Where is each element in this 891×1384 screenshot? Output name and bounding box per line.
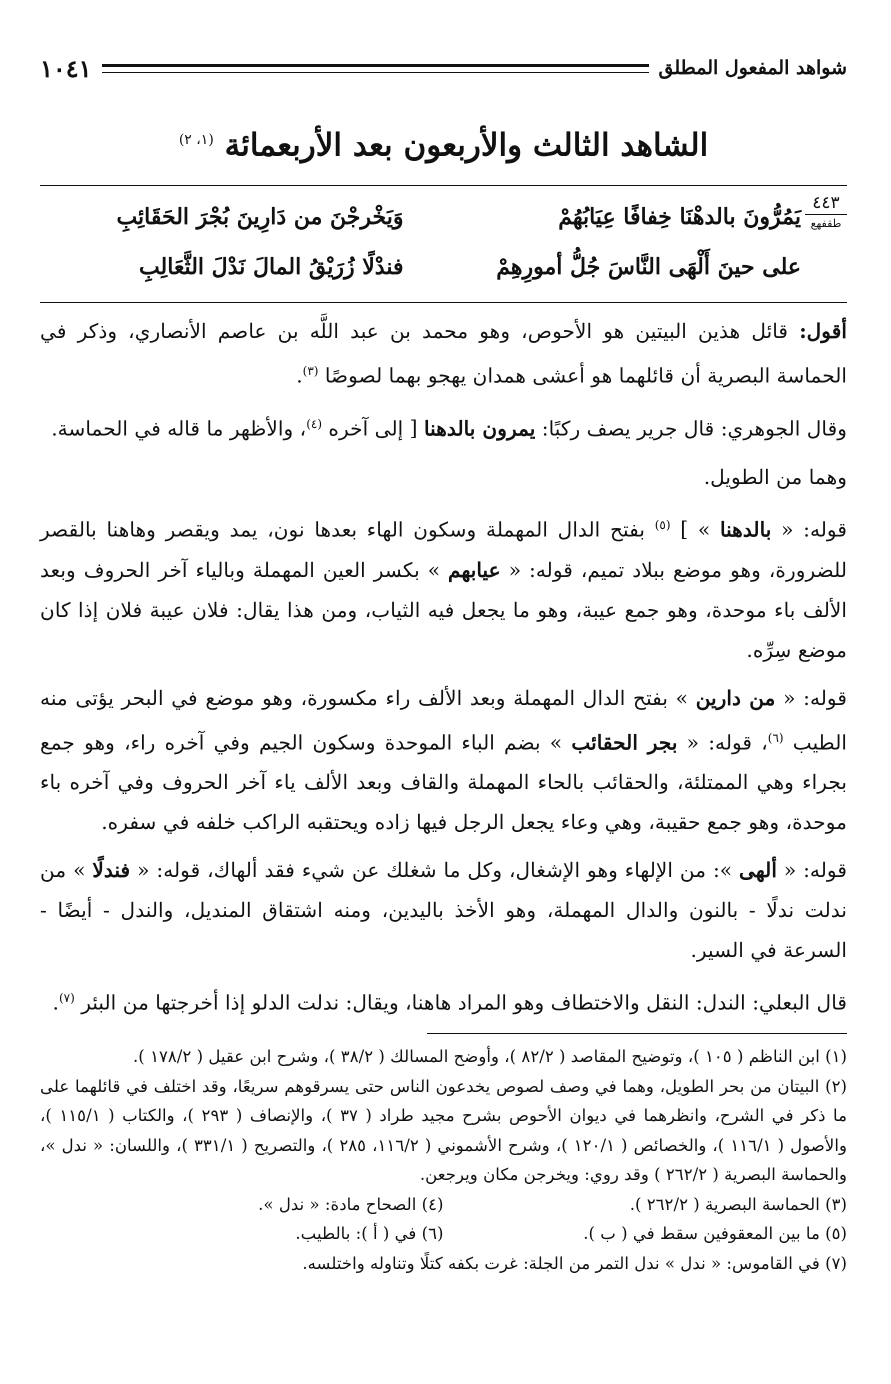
p5-a: قوله: «	[775, 685, 848, 710]
p4-bold-2: عيابهم	[448, 557, 501, 582]
p4-note-ref: (٥)	[654, 517, 671, 532]
p3-text: وهما من الطويل.	[703, 464, 847, 489]
footnote-4: (٤) الصحاح مادة: « ندل ».	[258, 1194, 444, 1214]
header-rule	[102, 64, 649, 73]
running-title: شواهد المفعول المطلق	[658, 57, 847, 79]
p4-d: بفتح الدال المهملة وسكون الهاء بعدها نون، يمد ويقصر وهاهنا بالقصر للضرورة، وهو موضع ببلاد تميم، قوله: «	[40, 517, 847, 582]
p6-bold-1: ألهى	[739, 858, 777, 883]
p5-d: ، قوله: «	[677, 730, 768, 755]
p1-end: .	[296, 364, 303, 389]
section-title-text: الشاهد الثالث والأربعون بعد الأربعمائة	[224, 127, 709, 164]
paragraph-2	[40, 404, 847, 449]
p1-note-ref: (٣)	[302, 364, 319, 379]
verse-line-1	[40, 192, 847, 242]
p6-d: » من ندلت ندلًا - بالنون والدال المهملة، وهو الأخذ باليدين، ومنه اشتقاق المنديل، والندل - أيضًا - السرعة في السير.	[40, 858, 847, 963]
p4-e: » بكسر العين المهملة وبالياء آخر الحروف وبعد الألف باء موحدة، وهو جمع عيبة، وهو ما يجعل فيه الثياب، ومن هذا يقال: فلان عيبة فلان إذا كان موضع سِرِّه.	[40, 557, 847, 662]
paragraph-6	[40, 850, 847, 970]
p6-bold-2: فندلًا	[92, 858, 131, 883]
commentary-body	[40, 311, 847, 1023]
p5-bold-2: بجر الحقائب	[571, 730, 678, 755]
verse-block	[40, 185, 847, 303]
p2-text3: ، والأظهر ما قاله في الحماسة.	[51, 416, 307, 441]
p5-note-ref: (٦)	[767, 730, 784, 745]
p4-bold-1: بالدهنا	[719, 517, 772, 542]
footnote-row-5-6	[40, 1219, 847, 1249]
p4-a: قوله: «	[771, 517, 847, 542]
p7-text: قال البعلي: الندل: النقل والاختطاف وهو المراد هاهنا، ويقال: ندلت الدلو إذا أخرجتها من البئر	[74, 991, 847, 1015]
verse-number	[805, 194, 847, 233]
footnote-2: (٢) البيتان من بحر الطويل، وهما في وصف لصوص يخدعون الناس حتى يسرقوهم سريعًا، وقد اختلف في قائلهما على ما ذكر في الشرح، وانظرهما في ديوان الأحوص بشرح مجيد طراد ( ٣٧ )، والإنصاف ( ٢٩٣ )، والكتاب ( ١١٥/١ )، والأصول ( ١١٦/١ )، والخصائص ( ١٢٠/١ )، وشرح الأشموني ( ١١٦/٢، ٢٨٥ )، والتصريح ( ٣٣١/١ )، واللسان: « ندل »، والحماسة البصرية ( ٢٦٢/٢ ) وقد روي: ويخرجن مكان ويرجعن.	[40, 1076, 847, 1184]
page-number: ١٠٤١	[40, 53, 92, 83]
footnote-5: (٥) ما بين المعقوفين سقط في ( ب ).	[583, 1224, 847, 1243]
section-title	[40, 118, 847, 167]
footnote-3: (٣) الحماسة البصرية ( ٢٦٢/٢ ).	[629, 1194, 847, 1214]
footnote-6: (٦) في ( أ ): بالطيب.	[295, 1224, 444, 1243]
p7-end: .	[52, 991, 59, 1015]
paragraph-4	[40, 505, 847, 670]
p6-a: قوله: «	[776, 858, 847, 883]
verse-line-1-first-hemistich: يَمُرُّونَ بالدهْنَا خِفافًا عِيَابُهُمْ	[558, 204, 801, 231]
p2-note-ref: (٤)	[306, 417, 323, 432]
p5-c: » بفتح الدال المهملة وبعد الألف راء مكسورة، وهو موضع في البحر يؤتى منه الطيب	[40, 685, 847, 755]
p5-e: » بضم الباء الموحدة وسكون الجيم وفي آخره راء، وهو جمع بجراء وهي الممتلئة، والحقائب بالحاء المهملة والقاف وبعد الألف ياء آخر الحروف وفي آخره باء موحدة، وهو جمع حقيبة، وهي وعاء يجعل الرجل فيها زاده ويحتقبه الراكب خلفه في سفره.	[40, 730, 847, 835]
verse-line-1-second-hemistich: وَيَخْرجْنَ من دَارِينَ بُجْرَ الحَقَائِبِ	[116, 204, 404, 231]
footnote-1: (١) ابن الناظم ( ١٠٥ )، وتوضيح المقاصد ( ٨٢/٢ )، وأوضح المسالك ( ٣٨/٢ )، وشرح ابن عقيل ( ١٧٨/٢ ).	[133, 1047, 847, 1066]
verse-meter-code: طقفهع	[805, 214, 847, 233]
verse-line-2-first-hemistich: على حينَ أَلْهَى النَّاسَ جُلُّ أمورِهِمْ	[496, 254, 801, 281]
paragraph-1	[40, 311, 847, 396]
verse-number-value: ٤٤٣	[812, 193, 840, 214]
p1-text: قائل هذين البيتين هو الأحوص، وهو محمد بن عبد اللَّه بن عاصم الأنصاري، وذكر في الحماسة البصرية أن قائلهما هو أعشى همدان يهجو بهما لصوصًا	[40, 319, 847, 389]
p1-label: أقول:	[799, 319, 847, 344]
p5-bold-1: من دارين	[695, 685, 776, 710]
verse-line-2	[40, 242, 847, 292]
footnote-7: (٧) في القاموس: « ندل » ندل التمر من الجلة: غرت بكفه كتلًا وتناوله واختلسه.	[302, 1253, 847, 1273]
footnotes	[40, 1042, 847, 1278]
p4-c: » ]	[670, 517, 720, 542]
verse-line-2-second-hemistich: فندْلًا زُرَيْقُ المالَ نَدْلَ الثَّعَالِبِ	[138, 254, 404, 281]
p2-bold: يمرون بالدهنا	[423, 416, 536, 441]
paragraph-3	[40, 457, 847, 497]
paragraph-7	[40, 978, 847, 1023]
footnote-row-3-4	[40, 1190, 847, 1220]
title-note-ref: (١، ٢)	[178, 132, 214, 148]
footnote-rule	[427, 1033, 847, 1034]
running-header	[40, 40, 847, 96]
paragraph-5	[40, 678, 847, 843]
p2-text2: [ إلى آخره	[322, 416, 424, 441]
p2-text: وقال الجوهري: قال جرير يصف ركبًا:	[535, 416, 847, 441]
p7-note-ref: (٧)	[58, 991, 75, 1006]
p6-c: »: من الإلهاء وهو الإشغال، وكل ما شغلك عن شيء فقد ألهاك، قوله: «	[130, 858, 740, 883]
